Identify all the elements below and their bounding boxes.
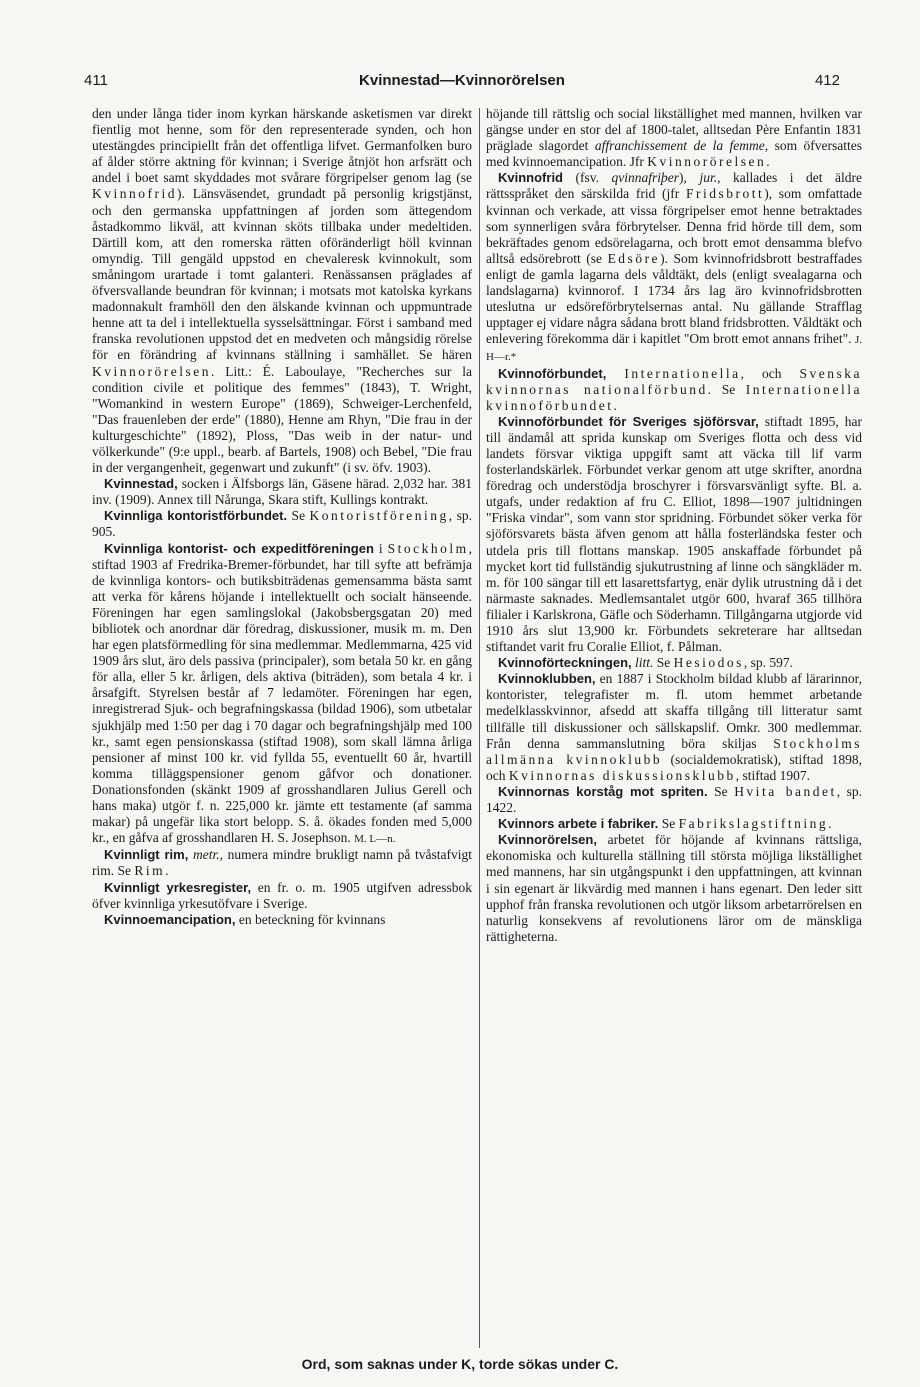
entry-kvinnoforbundet-sjoforsvar: Kvinnoförbundet för Sveriges sjöförsvar, stiftadt 1895, har till ändamål att sprida kunskap om Sveriges flotta och dess vid landets försvar viktiga uppgift samt att väcka till lif varm fosterlandskärlek. Förbundet verkar genom att utge skrifter, anordna föredrag och understödja broschyrer i försvarsvänligt syfte. Bl. a. utgafs, under redaktion af fru C. Elliot, 1898—1907 jultidningen "Friska vindar", som vann stor spridning. Förbundet söker verka för sjöförsvarets bästa äfven genom att hålla fosterländska fester och utdela pris till flottans manskap. 1905 anskaffade förbundet på mycket kort tid fullständig sjukutrustning af linne och sängkläder m. m. för 100 sängar till ett lasarettsfartyg, enär dylik utrustning då i det närmaste saknades. Medlemsantalet utgör 600, hvaraf 365 tillhöra filialer i Karlskrona, Gäfle och Söderhamn. Tillgångarna utgjorde vid 1910 års slut 13,900 kr. Förbundets sekreterare har alltsedan stiftandet varit fru Coralie Elliot, f. Pålman.	[486, 413, 862, 655]
cross-reference: Stockholm	[387, 540, 469, 556]
cross-reference: Svenska kvinnornas nationalförbund	[486, 365, 862, 397]
entry-kvinnoforteckningen: Kvinnoförteckningen, litt. Se Hesiodos, sp. 597.	[498, 655, 794, 671]
entry-kvinnornas-korstag: Kvinnornas korståg mot spriten. Se Hvita bandet, sp. 1422.	[486, 783, 863, 816]
entry-kvinnligt-yrkesregister: Kvinnligt yrkesregister, en fr. o. m. 1905 utgifven adressbok öfver kvinnliga yrkesutöfvare i Sverige.	[92, 879, 472, 911]
headword: Kvinnliga kontoristförbundet.	[104, 508, 288, 524]
entry-kvinnoemancipation: Kvinnoemancipation, en beteckning för kvinnans	[104, 911, 386, 927]
headword: Kvinnoklubben,	[498, 671, 596, 687]
entry-kvinnoemancipation-continuation: höjande till rättslig och social likställighet med mannen, hvilken var gängse under en stor del af 1800-talet, alltsedan Père Enfantin 1831 präglade slagordet affranchissement de la femme, som öfversattes med kvinnoemancipation. Jfr Kvinnorörelsen.	[486, 106, 862, 170]
headword: Kvinnoförteckningen,	[498, 655, 632, 671]
entry-kvinnofrid: Kvinnofrid (fsv. qvinnafriþer), jur., kallades i det äldre rättsspråket den särskilda frid (jfr Fridsbrott), som omfattade kvinnan och verkade, att vissa förgripelser emot henne betraktades som synnerligen svåra förbrytelser. Denna frid hörde till dem, som bekräftades genom edsörelagarna, och brott emot densamma blefvo alltså edsörebrott (se Edsöre). Som kvinnofridsbrott bestraffades enligt de gamla lagarna dels våldtäkt, dels (enligt svealagarna och landslagarna) kvinnorof. I 1734 års lag äro kvinnofridsbrotten uteslutna ur edsöreförbrytelsernas antal. Nu gällande Strafflag upptager ej vidare några sådana brott bland fridsbrotten. Våldtäkt och enlevering förekomma där i kapitlet "Om brott emot annans frihet". J. H—r.*	[486, 170, 863, 364]
headword: Kvinnornas korståg mot spriten.	[498, 783, 708, 799]
entry-kvinnliga-kontorist-foreningen: Kvinnliga kontorist- och expeditföreningen i Stockholm, stiftad 1903 af Fredrika-Bremer-förbundet, har till syfte att befrämja de kvinnliga kontors- och butiksbiträdenas gemensamma bästa samt att verka för kårens höjande i intellektuellt och socialt hänseende. Föreningen har egen samlingslokal (Jakobsbergsgatan 20) med bibliotek och anordnar där föredrag, diskussioner, musik m. m. Den har egen platsförmedling för sina medlemmar. Medlemmarna, 425 vid 1909 års slut, äro dels passiva (principaler), som betala 50 kr. en gång för alla, eller 5 kr. årligen, dels aktiva (biträden), som betala 4 kr. i årsafgift. Styrelsen består af 7 ledamöter. Föreningen har egen, inregistrerad Sjuk- och begrafningskassa (bildad 1906), som utbetalar sjukhjälp med 1:50 per dag i 70 dagar och begrafningshjälp med 100 kr., samt egen pensionskassa (stiftad 1908), som skall lämna årliga pensioner af minst 100 kr. vid fyllda 55, eventuellt 60 år, hvartill komma tilläggspensioner genom gåfvor och donationer. Donationsfonden (skänkt 1909 af grosshandlaren Julius Gerell och hans maka) utgör f. n. 225,000 kr. jämte ett testamente (af samma makar) på ungefär lika stort belopp. S. å. ökades fonden med 5,000 kr., en gåfva af grosshandlaren H. S. Josephson. M. L—n.	[92, 540, 472, 846]
cross-reference: Kvinnornas diskussionsklubb	[508, 767, 736, 783]
entry-kvinnligt-rim: Kvinnligt rim, metr., numera mindre brukligt namn på tvåstafvigt rim. Se Rim.	[92, 847, 472, 879]
left-column	[92, 106, 472, 928]
headword: Kvinnestad,	[104, 476, 178, 492]
author-signature: M. L—n.	[354, 833, 396, 846]
cross-reference: Hvita bandet	[734, 783, 837, 799]
headword: Kvinnoförbundet,	[498, 365, 607, 381]
entry-kvinnororelsen: Kvinnorörelsen, arbetet för höjande af kvinnans rättsliga, ekonomiska och kulturella ställning till största möjliga likställighet med mannens, har sin utgångspunkt i den uppfattningen, att kvinnan i sin egenart är likvärdig med mannen i hans egenart. Den leder sitt upphof från franska revolutionen och utgör liksom arbetarrörelsen en naturlig konsekvens af revolutionens läror om de mänskliga rättigheterna.	[486, 832, 862, 944]
headword: Kvinnofrid	[498, 170, 563, 186]
cross-reference: Fridsbrott	[685, 186, 765, 202]
cross-reference: Fabrikslagstiftning	[678, 816, 829, 832]
headword: Kvinnors arbete i fabriker.	[498, 816, 659, 832]
headword: Kvinnoförbundet för Sveriges sjöförsvar,	[498, 413, 759, 429]
running-title: Kvinnestad—Kvinnorörelsen	[359, 72, 565, 89]
cross-reference: Kvinnofrid	[92, 186, 177, 202]
entry-kvinna-continuation: den under långa tider inom kyrkan härskande asketismen var direkt fientlig mot henne, som för den representerade synden, och hon utestängdes principiellt från det offentliga lifvet. Germanfolken buro af ålder större aktning för kvinnan; i Sverige åtnjöt hon arfsrätt och andel i boet samt skyddades mot svårare förgripelser genom lag (se Kvinnofrid). Länsväsendet, grundadt på personlig krigstjänst, och den germanska uppfattningen af jorden som ättegendom åstadkommo likväl, att kvinnan sköts tillbaka under medeltiden. Därtill kom, att den romerska rätten oföränderligt höll kvinnan omyndig. Till gengäld uppstod en chevaleresk kvinnokult, som småningom urartade i tomt galanteri. Renässansen präglades af öfversvallande beundran för kvinnan; i motsats mot katolska kyrkans madonnakult framhöll den den älskande kvinnan och uppmuntrade henne att ta del i intellektuella sysselsättningar. Först i samband med franska revolutionen uppstod det en medveten och mångsidig rörelse för en förändring af kvinnans ställning i samhället. Se hären Kvinnorörelsen. Litt.: É. Laboulaye, "Recherches sur la condition civile et politique des femmes" (1843), T. Wright, "Womankind in western Europe" (1869), Schweiger-Lerchenfeld, "Das frauenleben der erde" (1880), Henne am Rhyn, "Die frau in der kulturgeschichte" (1892), Ploss, "Das weib in der natur- und völkerkunde" (9:e uppl., bearb. af Bartels, 1908) och Bebel, "Die frau in der vergangenheit, gegenwart und zukunft" (i sv. öfv. 1903).	[92, 106, 472, 476]
entry-kvinnestad: Kvinnestad, socken i Älfsborgs län, Gäsene härad. 2,032 har. 381 inv. (1909). Annex till Nårunga, Skara stift, Kullings kontrakt.	[92, 476, 472, 508]
entry-kvinnoforbundet: Kvinnoförbundet, Internationella, och Svenska kvinnornas nationalförbund. Se Internationella kvinnoförbundet.	[486, 365, 862, 413]
cross-reference: Hesiodos	[673, 655, 744, 671]
entry-kvinnors-arbete: Kvinnors arbete i fabriker. Se Fabrikslagstiftning.	[498, 816, 832, 832]
cross-reference: Stockholms allmänna kvinnoklubb	[486, 735, 862, 767]
right-column	[486, 106, 862, 945]
page-number-right: 412	[814, 72, 840, 89]
column-divider	[479, 108, 480, 1348]
headword: Kvinnligt rim,	[104, 847, 189, 863]
headword: Kvinnligt yrkesregister,	[104, 879, 252, 895]
entry-kvinnliga-kontoristforbundet: Kvinnliga kontoristförbundet. Se Kontoristförening, sp. 905.	[92, 508, 472, 540]
entry-kvinnoklubben: Kvinnoklubben, en 1887 i Stockholm bildad klubb af lärarinnor, kontorister, telegrafister m. fl. utom hemmet arbetande medelklasskvinnor, afsedd att skaffa tillgång till litteratur samt tillfälle till diskussioner och sällskapslif. Omkr. 300 medlemmar. Från denna sammanslutning böra skiljas Stockholms allmänna kvinnoklubb (socialdemokratisk), stiftad 1898, och Kvinnornas diskussionsklubb, stiftad 1907.	[486, 671, 862, 783]
cross-reference: Kvinnorörelsen	[92, 363, 211, 379]
page-footer-note: Ord, som saknas under K, torde sökas under C.	[301, 1356, 619, 1372]
page-header	[84, 72, 840, 94]
cross-reference: Rim	[134, 863, 166, 879]
headword: Kvinnliga kontorist- och expeditföreningen	[104, 540, 374, 556]
author-signature: J. H—r.*	[486, 334, 862, 364]
cross-reference: Edsöre	[607, 250, 661, 266]
headword: Kvinnorörelsen,	[498, 832, 597, 848]
cross-reference: Internationella kvinnoförbundet	[486, 381, 862, 413]
cross-reference: Internationella	[624, 365, 741, 381]
page-number-left: 411	[84, 72, 108, 89]
cross-reference: Kvinnorörelsen	[647, 154, 767, 170]
headword: Kvinnoemancipation,	[104, 911, 236, 927]
cross-reference: Kontoristförening	[309, 508, 449, 524]
